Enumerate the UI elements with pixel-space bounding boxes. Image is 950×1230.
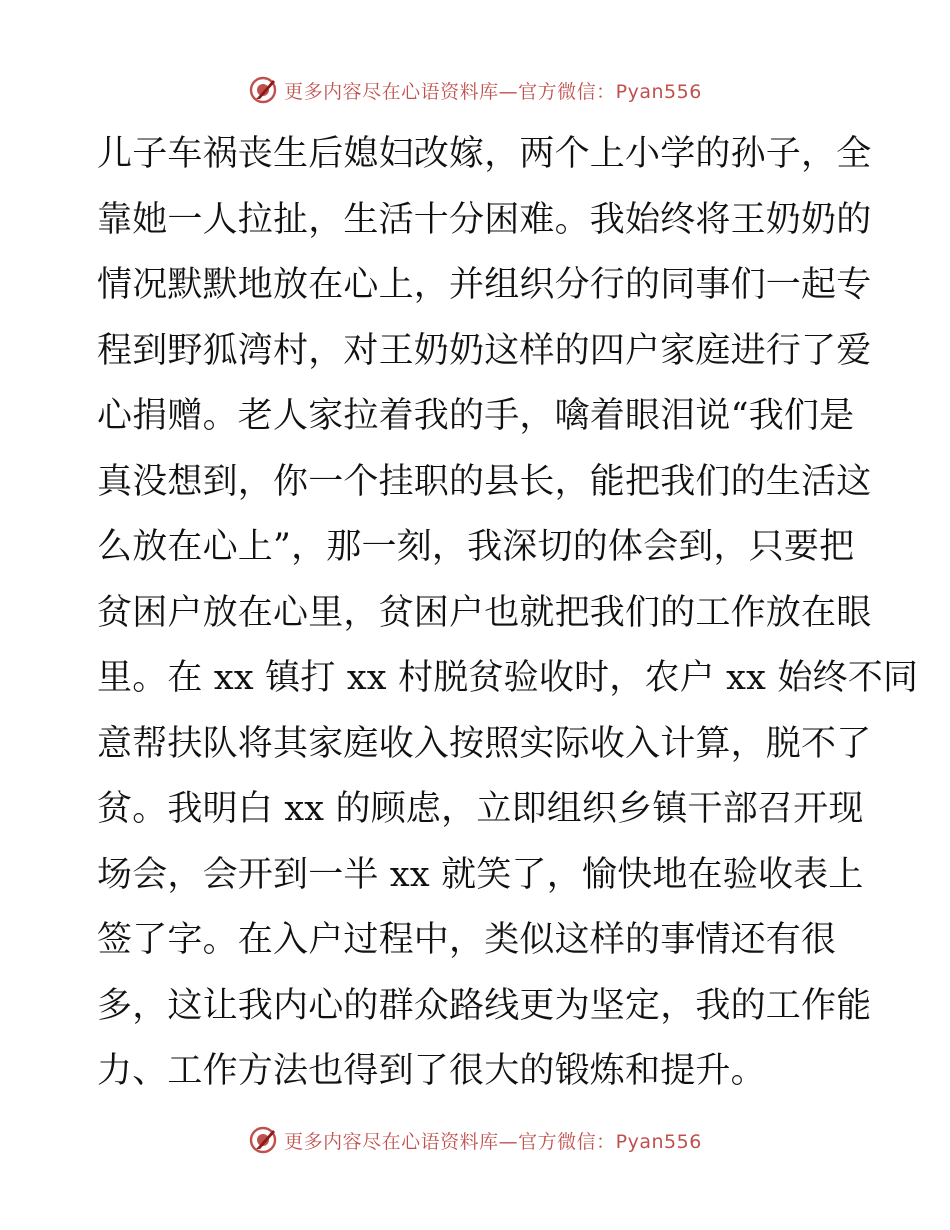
body-line: 力、工作方法也得到了很大的锻炼和提升。 [97, 1051, 766, 1091]
body-line: 多，这让我内心的群众路线更为坚定，我的工作能 [97, 985, 872, 1026]
body-line: 贫困户放在心里，贫困户也就把我们的工作放在眼 [97, 592, 872, 633]
body-line: 里。在 xx 镇打 xx 村脱贫验收时，农户 xx 始终不同 [97, 658, 919, 698]
body-line: 场会，会开到一半 xx 就笑了，愉快地在验收表上 [97, 854, 864, 895]
body-line: 么放在心上”，那一刻，我深切的体会到，只要把 [97, 527, 855, 567]
quill-seal-icon [248, 75, 278, 105]
body-line: 真没想到，你一个挂职的县长，能把我们的生活这 [97, 461, 872, 502]
document-body [97, 122, 919, 1105]
footer-banner-text: 更多内容尽在心语资料库—官方微信：Pyan556 [284, 1130, 702, 1153]
body-line: 儿子车祸丧生后媳妇改嫁，两个上小学的孙子，全 [97, 134, 872, 174]
body-line: 签了字。在入户过程中，类似这样的事情还有很 [97, 920, 837, 960]
body-line: 靠她一人拉扯，生活十分困难。我始终将王奶奶的 [97, 199, 872, 240]
footer-banner [0, 1120, 950, 1160]
body-line: 情况默默地放在心上，并组织分行的同事们一起专 [97, 265, 872, 305]
header-banner [0, 70, 950, 110]
body-line: 心捐赠。老人家拉着我的手，噙着眼泪说“我们是 [97, 396, 855, 436]
body-line: 程到野狐湾村，对王奶奶这样的四户家庭进行了爱 [97, 330, 872, 371]
body-line: 贫。我明白 xx 的顾虑，立即组织乡镇干部召开现 [97, 789, 864, 829]
header-banner-text: 更多内容尽在心语资料库—官方微信：Pyan556 [284, 80, 702, 103]
body-line: 意帮扶队将其家庭收入按照实际收入计算，脱不了 [97, 723, 872, 764]
quill-seal-icon [248, 1125, 278, 1155]
